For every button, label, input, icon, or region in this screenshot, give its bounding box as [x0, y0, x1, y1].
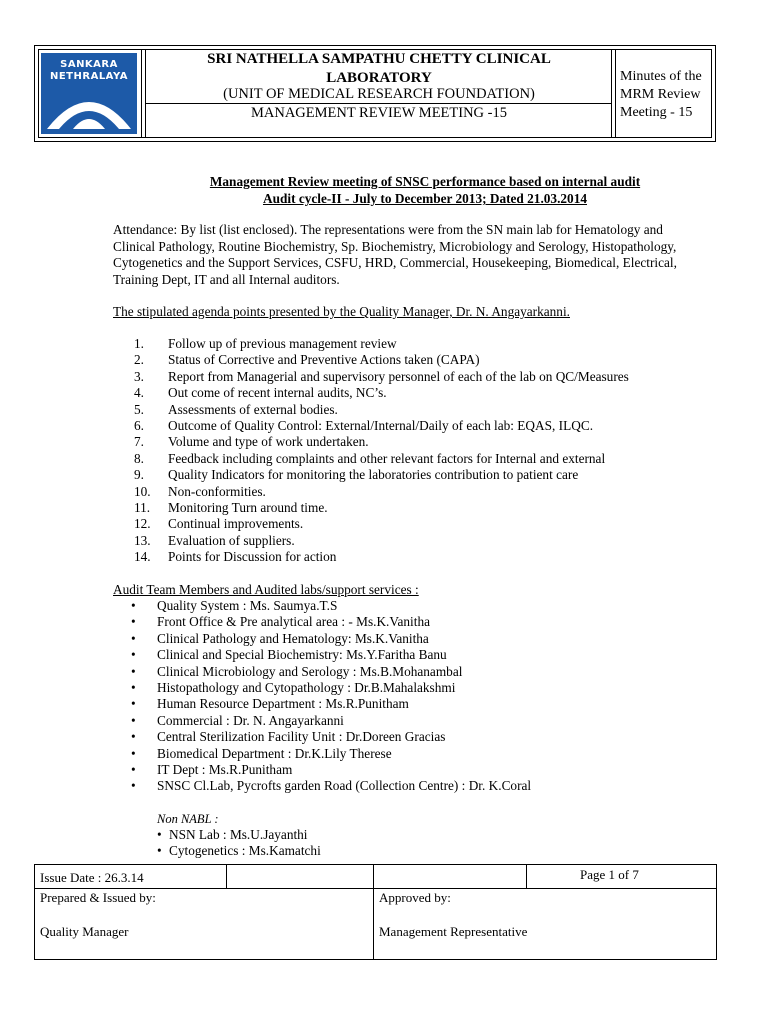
header-divider-right [611, 50, 612, 137]
list-text: Feedback including complaints and other relevant factors for Internal and external [168, 450, 606, 466]
footer-divider [226, 865, 227, 888]
title-line1: SRI NATHELLA SAMPATHU CHETTY CLINICAL [207, 51, 551, 67]
list-item [134, 549, 714, 566]
list-text: Central Sterilization Facility Unit : Dr.Doreen Gracias [157, 729, 446, 745]
footer-divider [373, 865, 374, 959]
right-caption-line3: Meeting - 15 [620, 105, 693, 120]
list-text: Outcome of Quality Control: External/Internal/Daily of each lab: EQAS, ILQC. [168, 418, 594, 433]
footer-divider [526, 865, 527, 888]
header-subtitle: (UNIT OF MEDICAL RESEARCH FOUNDATION) [223, 86, 535, 102]
list-text: Quality Indicators for monitoring the laboratories contribution to patient care [168, 467, 579, 483]
bullet: • [131, 712, 136, 728]
list-number: 2. [134, 352, 144, 368]
list-text: Front Office & Pre analytical area : - Ms.K.Vanitha [157, 614, 430, 630]
list-item [134, 369, 714, 386]
list-number: 4. [134, 385, 144, 401]
list-text: Volume and type of work undertaken. [168, 434, 369, 450]
list-item [134, 516, 714, 533]
header-right-caption [620, 68, 712, 122]
list-text: NSN Lab : Ms.U.Jayanthi [169, 827, 308, 842]
list-item [134, 385, 714, 402]
list-item [157, 843, 557, 859]
right-caption-line2: MRM Review [620, 87, 701, 102]
list-item [134, 500, 714, 517]
footer-row-divider [35, 888, 716, 889]
logo-text-line2: NETHRALAYA [49, 71, 128, 82]
right-caption-line1: Minutes of the [620, 69, 702, 84]
list-number: 9. [134, 467, 144, 483]
bullet: • [131, 762, 136, 777]
header-row-divider [145, 103, 611, 104]
list-number: 10. [134, 483, 151, 499]
list-text: Out come of recent internal audits, NC’s. [168, 385, 387, 401]
document-heading-line1: Management Review meeting of SNSC performance based on internal audit [209, 174, 641, 189]
approved-by: Management Representative [379, 924, 528, 939]
list-item [131, 598, 721, 614]
non-nabl-label: Non NABL : [157, 812, 219, 826]
bullet: • [131, 729, 136, 745]
document-heading-line2: Audit cycle-II - July to December 2013; Dated 21.03.2014 [262, 191, 587, 206]
list-item [131, 778, 721, 794]
bullet: • [157, 843, 162, 858]
list-item [134, 336, 714, 353]
prepared-by: Quality Manager [40, 924, 129, 939]
list-text: Points for Discussion for action [168, 549, 337, 565]
list-item [131, 647, 721, 663]
header-divider-left [141, 50, 142, 137]
list-number: 5. [134, 401, 144, 417]
list-item [131, 729, 721, 745]
list-text: Quality System : Ms. Saumya.T.S [157, 598, 338, 613]
page-title [148, 50, 610, 88]
list-item [131, 696, 721, 712]
list-text: Follow up of previous management review [168, 336, 397, 351]
list-item [131, 664, 721, 680]
title-line2: LABORATORY [326, 70, 432, 86]
list-text: Commercial : Dr. N. Angayarkanni [157, 712, 344, 728]
list-number: 11. [134, 500, 151, 515]
list-item [131, 631, 721, 647]
bullet: • [131, 663, 136, 679]
sankara-nethralaya-logo [41, 53, 137, 134]
attendance-paragraph [113, 222, 723, 288]
list-text: Report from Managerial and supervisory personnel of each of the lab on QC/Measures [168, 368, 629, 384]
list-item [131, 614, 721, 630]
list-number: 14. [134, 549, 151, 565]
bullet: • [131, 696, 136, 712]
audit-team-heading: Audit Team Members and Audited labs/support services : [113, 582, 419, 597]
list-item [134, 418, 714, 435]
header-meeting-name: MANAGEMENT REVIEW MEETING -15 [250, 105, 507, 121]
bullet: • [131, 745, 136, 761]
bullet: • [131, 647, 136, 663]
list-item [134, 451, 714, 468]
list-text: Cytogenetics : Ms.Kamatchi [169, 843, 321, 858]
logo-text-line1: SANKARA [60, 59, 118, 70]
logo-eye-icon [41, 53, 137, 134]
list-text: Histopathology and Cytopathology : Dr.B.Mahalakshmi [157, 680, 456, 695]
list-item [134, 484, 714, 501]
list-text: Continual improvements. [168, 516, 304, 532]
bullet: • [131, 778, 136, 794]
list-item [131, 762, 721, 778]
list-text: Non-conformities. [168, 483, 266, 499]
list-text: SNSC Cl.Lab, Pycrofts garden Road (Collection Centre) : Dr. K.Coral [157, 778, 532, 794]
list-text: Evaluation of suppliers. [168, 532, 295, 548]
list-text: Clinical and Special Biochemistry: Ms.Y.Faritha Banu [157, 647, 447, 663]
list-number: 3. [134, 368, 144, 384]
list-item [134, 533, 714, 550]
list-text: Clinical Microbiology and Serology : Ms.B.Mohanambal [157, 663, 463, 679]
list-text: Human Resource Department : Ms.R.Punitham [157, 696, 409, 712]
list-text: Assessments of external bodies. [168, 401, 338, 417]
bullet: • [131, 614, 136, 630]
list-text: Monitoring Turn around time. [168, 500, 328, 515]
approved-label: Approved by: [379, 890, 451, 905]
audit-team-list [0, 598, 768, 798]
list-number: 12. [134, 516, 151, 532]
bullet: • [131, 680, 136, 695]
list-item [157, 827, 557, 843]
list-number: 1. [134, 336, 144, 351]
list-text: IT Dept : Ms.R.Punitham [157, 762, 293, 777]
issue-date: Issue Date : 26.3.14 [40, 870, 144, 885]
list-number: 13. [134, 532, 151, 548]
list-number: 8. [134, 450, 144, 466]
list-item [134, 434, 714, 451]
bullet: • [131, 598, 136, 613]
list-item [134, 352, 714, 369]
bullet: • [131, 630, 136, 646]
list-number: 6. [134, 418, 144, 433]
list-text: Clinical Pathology and Hematology: Ms.K.Vanitha [157, 630, 429, 646]
agenda-list [0, 336, 768, 576]
list-text: Status of Corrective and Preventive Actions taken (CAPA) [168, 352, 480, 368]
attendance-line: Cytogenetics and the Support Services, CSFU, HRD, Commercial, Housekeeping, Biomedical, Electrical, [113, 255, 677, 270]
attendance-line: Training Dept, IT and all Internal auditors. [113, 271, 340, 287]
page-number: Page 1 of 7 [580, 867, 639, 882]
attendance-line: Attendance: By list (list enclosed). The representations were from the SN main lab for Hematology and [113, 222, 663, 237]
bullet: • [157, 827, 162, 842]
list-item [131, 680, 721, 696]
header-divider-right-inner [615, 50, 616, 137]
header-divider-left-inner [145, 50, 146, 137]
attendance-line: Clinical Pathology, Routine Biochemistry, Sp. Biochemistry, Microbiology and Serology, Histopathology, [113, 238, 677, 254]
list-item [134, 402, 714, 419]
list-item [131, 713, 721, 729]
list-item [131, 746, 721, 762]
list-text: Biomedical Department : Dr.K.Lily Therese [157, 745, 392, 761]
agenda-heading: The stipulated agenda points presented by the Quality Manager, Dr. N. Angayarkanni. [113, 304, 570, 319]
list-number: 7. [134, 434, 144, 450]
list-item [134, 467, 714, 484]
prepared-label: Prepared & Issued by: [40, 890, 156, 905]
